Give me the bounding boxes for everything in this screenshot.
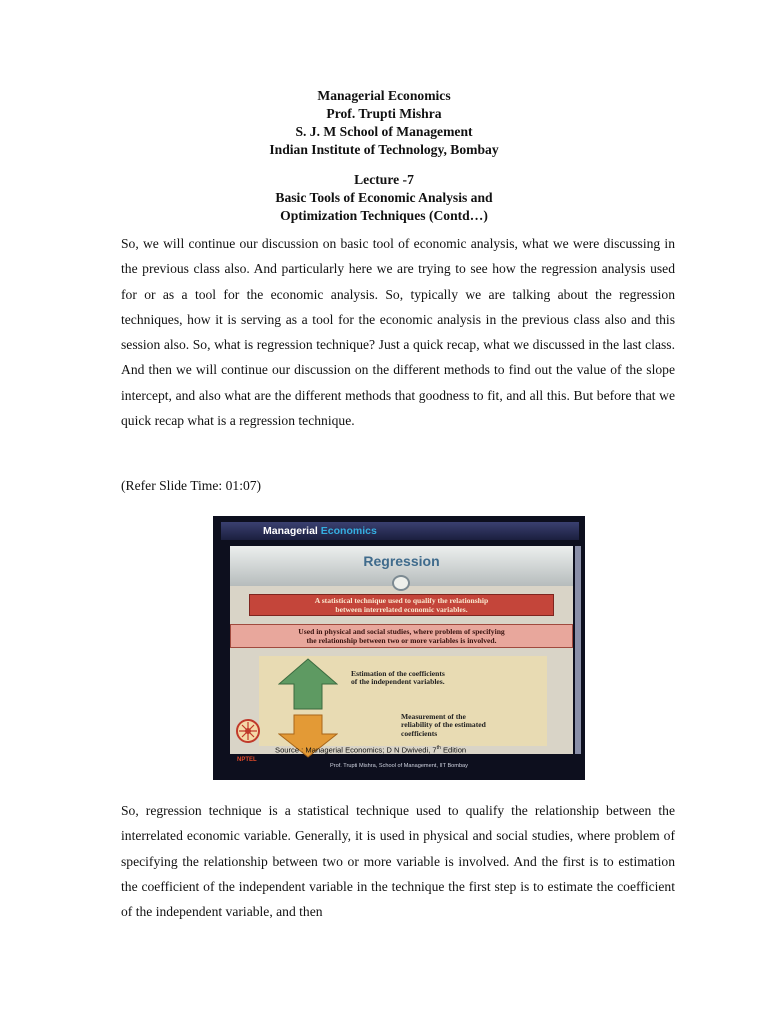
refer-slide-time: (Refer Slide Time: 01:07) xyxy=(121,478,262,493)
measurement-step-text xyxy=(401,713,486,738)
measurement-line2: reliability of the estimated xyxy=(401,720,486,730)
nptel-label: NPTEL xyxy=(237,757,257,763)
course-title: Managerial Economics xyxy=(317,88,451,103)
slide-footer: Prof. Trupti Mishra, School of Management, IIT Bombay xyxy=(330,763,468,769)
slide-top-bar xyxy=(221,522,579,540)
usage-box xyxy=(230,624,573,648)
lecture-title-line1: Basic Tools of Economic Analysis and xyxy=(275,190,493,205)
usage-line1: Used in physical and social studies, where problem of specifying xyxy=(298,627,505,636)
slide-brand-part2: Economics xyxy=(320,525,377,537)
slide-content xyxy=(230,546,573,754)
professor-name: Prof. Trupti Mishra xyxy=(326,106,442,121)
estimation-line1: Estimation of the coefficients xyxy=(351,669,445,678)
slide-source xyxy=(275,745,466,755)
slide-side-strip xyxy=(575,546,581,754)
lecture-heading xyxy=(0,171,768,225)
lecture-title-line2: Optimization Techniques (Contd…) xyxy=(280,208,488,223)
slide-title: Regression xyxy=(363,553,440,569)
measurement-line1: Measurement of the xyxy=(401,712,466,721)
source-sup: th xyxy=(436,745,441,751)
institute-name: Indian Institute of Technology, Bombay xyxy=(269,142,499,157)
estimation-step-text xyxy=(351,670,445,687)
measurement-line3: coefficients xyxy=(401,728,438,738)
arrow-up-icon xyxy=(278,658,338,710)
slide-brand xyxy=(263,525,377,537)
explanation-paragraph: So, regression technique is a statistical technique used to qualify the relationship between the interrelated economic variable. Generally, it is used in physical and social studies, where problem of specifying the relationship between two or more variable is involved. And the first is to estimation the coefficient of the independent variable in the technique the first step is to estimate the coefficient of the independent variable, and then xyxy=(121,803,675,920)
lecture-number: Lecture -7 xyxy=(354,172,414,187)
ring-ornament-icon xyxy=(392,575,410,591)
source-text: Source : Managerial Economics; D N Dwivedi, 7 xyxy=(275,745,437,755)
definition-line1: A statistical technique used to qualify the relationship xyxy=(314,596,489,605)
definition-line2: between interrelated economic variables. xyxy=(335,604,468,614)
school-name: S. J. M School of Management xyxy=(295,124,473,139)
slide-brand-part1: Managerial xyxy=(263,525,318,537)
definition-box xyxy=(249,594,554,616)
lecture-slide-image xyxy=(213,516,585,780)
source-suffix: Edition xyxy=(440,745,467,755)
usage-line2: the relationship between two or more variables is involved. xyxy=(306,635,497,645)
nptel-logo-icon xyxy=(235,718,261,744)
intro-paragraph: So, we will continue our discussion on basic tool of economic analysis, what we were discussing in the previous class also. And particularly here we are trying to see how the regression analysis used for or as a tool for the economic analysis. So, typically we are talking about the regression techniques, how it is serving as a tool for the economic analysis in the previous class also and this session also. So, what is regression technique? Just a quick recap, what we discussed in the last class. And then we will continue our discussion on the different methods to find out the value of the slope intercept, and also what are the different methods that goodness to fit, and all this. But before that we quick recap what is a regression technique. xyxy=(121,236,675,429)
document-header xyxy=(0,87,768,159)
estimation-line2: of the independent variables. xyxy=(351,677,445,687)
